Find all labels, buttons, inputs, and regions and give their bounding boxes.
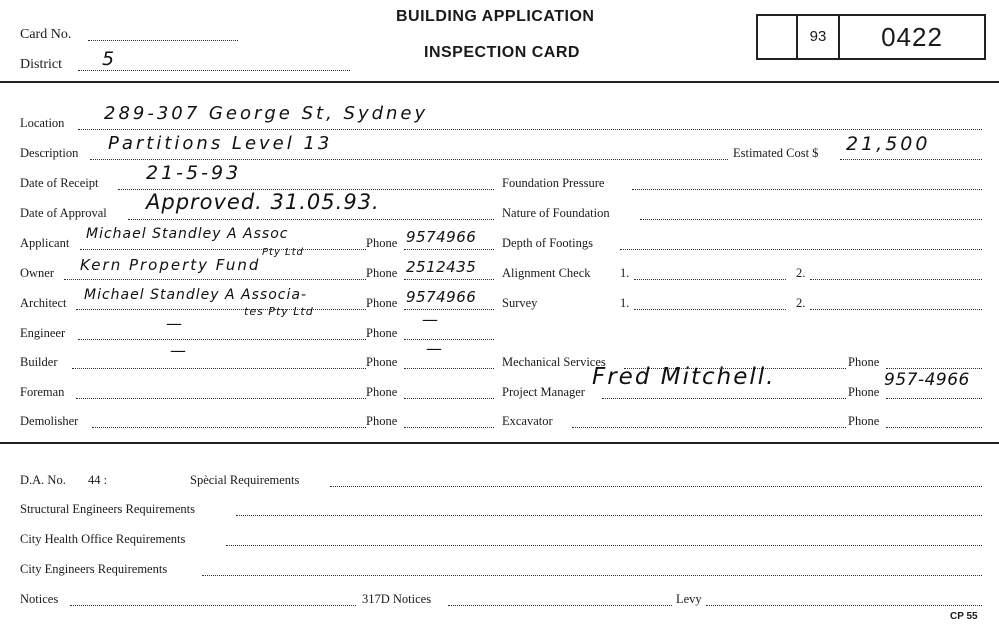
health-requirements-field[interactable] xyxy=(226,545,982,546)
project-manager-phone-label: Phone xyxy=(848,385,880,399)
location-value: 289-307 George St, Sydney xyxy=(104,103,429,124)
alignment-check-num1: 1. xyxy=(620,266,630,280)
engineer-phone-label: Phone xyxy=(366,326,398,340)
mechanical-label: Mechanical Services xyxy=(502,355,606,369)
owner-phone-value: 2512435 xyxy=(406,258,477,276)
alignment-check-label: Alignment Check xyxy=(502,266,591,280)
owner-phone-field[interactable] xyxy=(404,279,494,280)
section-divider xyxy=(0,442,999,444)
architect-phone-value: 9574966 xyxy=(406,288,477,306)
excavator-label: Excavator xyxy=(502,414,553,428)
engineer-field[interactable] xyxy=(78,339,366,340)
builder-phone-value: — xyxy=(426,339,443,358)
survey-label: Survey xyxy=(502,296,538,310)
description-label: Description xyxy=(20,146,79,160)
card-no-field[interactable] xyxy=(88,40,238,41)
estimated-cost-value: 21,500 xyxy=(846,133,931,155)
special-requirements-label: Spècial Requirements xyxy=(190,473,300,487)
form-code: CP 55 xyxy=(950,611,978,622)
project-manager-label: Project Manager xyxy=(502,385,585,399)
survey-num1: 1. xyxy=(620,296,630,310)
date-approval-label: Date of Approval xyxy=(20,206,107,220)
excavator-field[interactable] xyxy=(572,427,846,428)
alignment-check-field-2[interactable] xyxy=(810,279,982,280)
demolisher-phone-label: Phone xyxy=(366,414,398,428)
foundation-pressure-label: Foundation Pressure xyxy=(502,176,605,190)
architect-value: Michael Standley A Associa- xyxy=(84,287,307,303)
project-manager-field[interactable] xyxy=(602,398,846,399)
notices-317d-label: 317D Notices xyxy=(362,592,432,606)
location-label: Location xyxy=(20,116,65,130)
foreman-phone-label: Phone xyxy=(366,385,398,399)
owner-label: Owner xyxy=(20,266,55,280)
foreman-field[interactable] xyxy=(76,398,366,399)
architect-field[interactable] xyxy=(76,309,366,310)
levy-field[interactable] xyxy=(706,605,982,606)
demolisher-field[interactable] xyxy=(92,427,366,428)
excavator-phone-field[interactable] xyxy=(886,427,982,428)
builder-phone-field[interactable] xyxy=(404,368,494,369)
city-engineers-requirements-label: City Engineers Requirements xyxy=(20,562,168,576)
alignment-check-num2: 2. xyxy=(796,266,806,280)
owner-value: Kern Property Fund xyxy=(80,256,261,274)
owner-field[interactable] xyxy=(64,279,366,280)
architect-label: Architect xyxy=(20,296,67,310)
estimated-cost-field[interactable] xyxy=(840,159,982,160)
survey-num2: 2. xyxy=(796,296,806,310)
engineer-phone-value: — xyxy=(422,310,439,329)
date-receipt-label: Date of Receipt xyxy=(20,176,99,190)
survey-field-1[interactable] xyxy=(634,309,786,310)
district-field[interactable] xyxy=(78,70,350,71)
location-field[interactable] xyxy=(78,129,982,130)
da-number-label: D.A. No. xyxy=(20,473,66,487)
date-receipt-value: 21-5-93 xyxy=(146,162,242,184)
header-divider xyxy=(0,81,999,83)
health-requirements-label: City Health Office Requirements xyxy=(20,532,186,546)
structural-requirements-label: Structural Engineers Requirements xyxy=(20,502,195,516)
estimated-cost-label: Estimated Cost $ xyxy=(733,146,819,160)
number-box-card-number: 0422 xyxy=(838,14,986,60)
levy-label: Levy xyxy=(676,592,702,606)
applicant-phone-label: Phone xyxy=(366,236,398,250)
builder-value: — xyxy=(170,341,187,360)
form-title-line2: INSPECTION CARD xyxy=(424,44,580,61)
architect-phone-field[interactable] xyxy=(404,309,494,310)
demolisher-label: Demolisher xyxy=(20,414,79,428)
applicant-phone-field[interactable] xyxy=(404,249,494,250)
applicant-phone-value: 9574966 xyxy=(406,228,477,246)
date-approval-value: Approved. 31.05.93. xyxy=(146,190,380,214)
notices-field[interactable] xyxy=(70,605,356,606)
excavator-phone-label: Phone xyxy=(848,414,880,428)
district-label: District xyxy=(20,57,62,72)
foreman-label: Foreman xyxy=(20,385,65,399)
owner-value-superscript: Pty Ltd xyxy=(262,247,304,258)
applicant-value: Michael Standley A Assoc xyxy=(86,226,289,242)
nature-foundation-label: Nature of Foundation xyxy=(502,206,610,220)
builder-label: Builder xyxy=(20,355,58,369)
number-box-prefix: 93 xyxy=(796,14,840,60)
description-value: Partitions Level 13 xyxy=(108,133,333,154)
mechanical-phone-field[interactable] xyxy=(886,368,982,369)
depth-footings-field[interactable] xyxy=(620,249,982,250)
notices-317d-field[interactable] xyxy=(448,605,672,606)
engineer-value: — xyxy=(166,314,183,333)
architect-phone-label: Phone xyxy=(366,296,398,310)
city-engineers-requirements-field[interactable] xyxy=(202,575,982,576)
project-manager-phone-field[interactable] xyxy=(886,398,982,399)
builder-phone-label: Phone xyxy=(366,355,398,369)
builder-field[interactable] xyxy=(72,368,366,369)
description-field[interactable] xyxy=(90,159,728,160)
alignment-check-field-1[interactable] xyxy=(634,279,786,280)
survey-field-2[interactable] xyxy=(810,309,982,310)
owner-phone-label: Phone xyxy=(366,266,398,280)
engineer-label: Engineer xyxy=(20,326,66,340)
applicant-label: Applicant xyxy=(20,236,70,250)
number-box-blank xyxy=(756,14,798,60)
form-title-line1: BUILDING APPLICATION xyxy=(396,8,595,25)
foreman-phone-field[interactable] xyxy=(404,398,494,399)
notices-label: Notices xyxy=(20,592,59,606)
architect-value-line2: tes Pty Ltd xyxy=(244,305,314,318)
demolisher-phone-field[interactable] xyxy=(404,427,494,428)
engineer-phone-field[interactable] xyxy=(404,339,494,340)
nature-foundation-field[interactable] xyxy=(640,219,982,220)
applicant-field[interactable] xyxy=(80,249,366,250)
structural-requirements-field[interactable] xyxy=(236,515,982,516)
depth-footings-label: Depth of Footings xyxy=(502,236,593,250)
card-no-label: Card No. xyxy=(20,27,72,42)
project-manager-signature: Fred Mitchell. xyxy=(592,364,776,390)
project-manager-phone-value: 957-4966 xyxy=(884,370,970,390)
date-approval-field[interactable] xyxy=(128,219,494,220)
special-requirements-field[interactable] xyxy=(330,486,982,487)
mechanical-phone-label: Phone xyxy=(848,355,880,369)
district-value: 5 xyxy=(102,48,116,70)
foundation-pressure-field[interactable] xyxy=(632,189,982,190)
da-number-value: 44 : xyxy=(88,473,108,487)
